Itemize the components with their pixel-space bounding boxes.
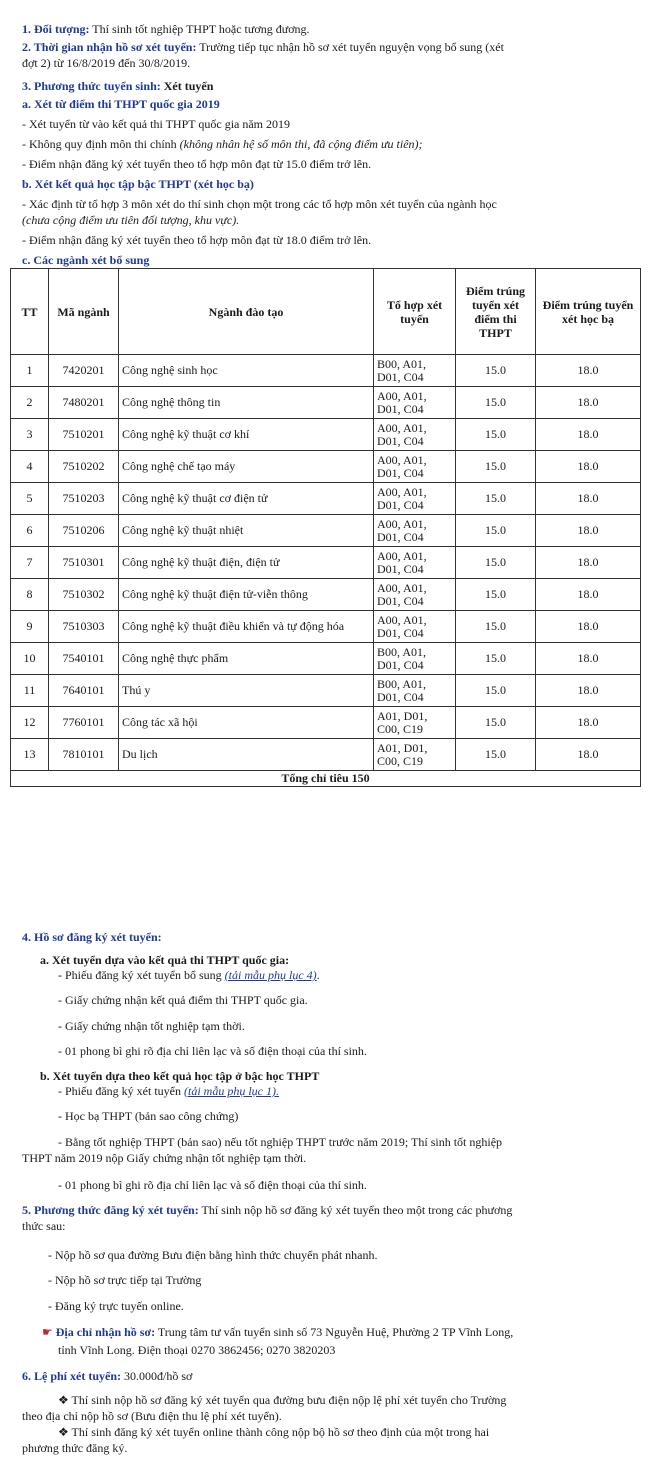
section-1-text: Thí sinh tốt nghiệp THPT hoặc tương đương. <box>89 22 310 36</box>
cell-combo <box>374 707 456 739</box>
combo-line: D01, C04 <box>377 561 424 576</box>
fee-paragraph-1 <box>58 1393 506 1408</box>
cell-combo <box>374 643 456 675</box>
cell-score-thpt: 15.0 <box>456 387 536 419</box>
majors-table <box>10 268 641 787</box>
combo-line: C00, C19 <box>377 721 424 736</box>
cell-major: Công tác xã hội <box>119 707 374 739</box>
section-5-item2: - Nộp hồ sơ trực tiếp tại Trường <box>48 1273 202 1287</box>
cell-tt: 13 <box>11 739 49 771</box>
cell-code: 7480201 <box>49 387 119 419</box>
section-4a-title: a. Xét tuyển dựa vào kết quả thi THPT quốc gia: <box>40 953 290 967</box>
section-3b-line1: - Xác định từ tổ hợp 3 môn xét do thí sinh chọn một trong các tổ hợp môn xét tuyển của ngành học <box>22 197 497 211</box>
combo-line: B00, A01, <box>377 356 427 371</box>
address-label: Địa chỉ nhận hồ sơ: <box>55 1325 156 1339</box>
combo-line: D01, C04 <box>377 369 424 384</box>
diamond-bullet-icon: ❖ <box>58 1425 69 1439</box>
appendix-1-link[interactable]: (tải mẫu phụ lục 1). <box>183 1084 279 1098</box>
section-3 <box>22 79 213 94</box>
section-5-text: Thí sinh nộp hồ sơ đăng ký xét tuyển theo một trong các phương <box>198 1203 513 1217</box>
combo-line: A01, D01, <box>377 740 428 755</box>
cell-score-hocba: 18.0 <box>536 707 641 739</box>
cell-score-hocba: 18.0 <box>536 515 641 547</box>
header-code: Mã ngành <box>49 269 119 355</box>
combo-line: A00, A01, <box>377 548 427 563</box>
section-4a-item4: - 01 phong bì ghi rõ địa chỉ liên lạc và số điện thoại của thí sinh. <box>58 1044 367 1058</box>
section-3c-title: c. Các ngành xét bổ sung <box>22 253 150 267</box>
header-tt: TT <box>11 269 49 355</box>
cell-major: Du lịch <box>119 739 374 771</box>
cell-score-hocba: 18.0 <box>536 483 641 515</box>
section-4b-item3-cont: THPT năm 2019 nộp Giấy chứng nhận tốt nghiệp tạm thời. <box>22 1151 307 1165</box>
section-3b-title: b. Xét kết quả học tập bậc THPT (xét học bạ) <box>22 177 254 191</box>
cell-major: Công nghệ kỹ thuật nhiệt <box>119 515 374 547</box>
header-combo: Tổ hợp xét tuyển <box>374 269 456 355</box>
combo-line: D01, C04 <box>377 625 424 640</box>
fee-paragraph-1-text: Thí sinh nộp hồ sơ đăng ký xét tuyển qua đường bưu điện nộp lệ phí xét tuyển cho Trường <box>68 1393 507 1407</box>
cell-score-hocba: 18.0 <box>536 547 641 579</box>
cell-combo <box>374 675 456 707</box>
cell-tt: 1 <box>11 355 49 387</box>
section-3b-line1-italic: (chưa cộng điểm ưu tiên đối tượng, khu vực). <box>22 213 240 227</box>
cell-score-hocba: 18.0 <box>536 451 641 483</box>
table-row <box>11 643 641 675</box>
cell-score-thpt: 15.0 <box>456 547 536 579</box>
combo-line: D01, C04 <box>377 465 424 480</box>
cell-combo <box>374 387 456 419</box>
combo-line: A00, A01, <box>377 516 427 531</box>
table-row <box>11 483 641 515</box>
combo-line: B00, A01, <box>377 644 427 659</box>
section-1-heading: 1. Đối tượng: <box>22 22 90 36</box>
cell-major: Công nghệ kỹ thuật điện tử-viễn thông <box>119 579 374 611</box>
section-4b-item4: - 01 phong bì ghi rõ địa chỉ liên lạc và số điện thoại của thí sinh. <box>58 1178 367 1192</box>
table-total: Tổng chỉ tiêu 150 <box>11 771 641 787</box>
section-3-value: Xét tuyển <box>160 79 214 93</box>
combo-line: B00, A01, <box>377 676 427 691</box>
cell-score-hocba: 18.0 <box>536 739 641 771</box>
cell-tt: 12 <box>11 707 49 739</box>
combo-line: A00, A01, <box>377 612 427 627</box>
section-5-heading: 5. Phương thức đăng ký xét tuyển: <box>22 1203 199 1217</box>
section-4b-title: b. Xét tuyển dựa theo kết quả học tập ở bậc học THPT <box>40 1069 320 1083</box>
cell-major: Công nghệ kỹ thuật cơ khí <box>119 419 374 451</box>
section-1 <box>22 22 310 37</box>
table-row <box>11 355 641 387</box>
cell-score-hocba: 18.0 <box>536 675 641 707</box>
cell-tt: 10 <box>11 643 49 675</box>
cell-major: Công nghệ sinh học <box>119 355 374 387</box>
address-text: Trung tâm tư vấn tuyển sinh số 73 Nguyễn Huệ, Phường 2 TP Vĩnh Long, <box>155 1325 514 1339</box>
section-3a-title: a. Xét từ điểm thi THPT quốc gia 2019 <box>22 97 220 111</box>
section-5-item1: - Nộp hồ sơ qua đường Bưu điện bằng hình thức chuyển phát nhanh. <box>48 1248 378 1262</box>
table-row <box>11 579 641 611</box>
cell-score-hocba: 18.0 <box>536 611 641 643</box>
combo-line: D01, C04 <box>377 497 424 512</box>
cell-score-thpt: 15.0 <box>456 419 536 451</box>
table-body <box>11 355 641 771</box>
header-score-thpt: Điểm trúng tuyển xét điểm thi THPT <box>456 269 536 355</box>
cell-tt: 6 <box>11 515 49 547</box>
section-3a-line3: - Điểm nhận đăng ký xét tuyển theo tổ hợp môn đạt từ 15.0 điểm trở lên. <box>22 157 372 171</box>
section-4b-item3: - Bằng tốt nghiệp THPT (bản sao) nếu tốt nghiệp THPT trước năm 2019; Thí sinh tốt nghiệp <box>58 1135 503 1149</box>
table-total-row <box>11 771 641 787</box>
cell-score-thpt: 15.0 <box>456 611 536 643</box>
cell-score-thpt: 15.0 <box>456 675 536 707</box>
cell-score-thpt: 15.0 <box>456 355 536 387</box>
fee-paragraph-2 <box>58 1425 489 1440</box>
cell-tt: 8 <box>11 579 49 611</box>
combo-line: C00, C19 <box>377 753 424 768</box>
header-score-hocba: Điểm trúng tuyển xét học bạ <box>536 269 641 355</box>
section-3a-line2-italic: (không nhân hệ số môn thi, đã cộng điểm ưu tiên); <box>179 137 423 151</box>
cell-code: 7510203 <box>49 483 119 515</box>
table-header-row <box>11 269 641 355</box>
fee-paragraph-1-cont: theo địa chỉ nộp hồ sơ (Bưu điện thu lệ phí xét tuyển). <box>22 1409 282 1423</box>
fee-paragraph-2-text: Thí sinh đăng ký xét tuyển online thành công nộp bộ hồ sơ theo định của một trong hai <box>68 1425 490 1439</box>
section-5 <box>22 1203 512 1218</box>
cell-code: 7540101 <box>49 643 119 675</box>
cell-tt: 7 <box>11 547 49 579</box>
cell-score-hocba: 18.0 <box>536 355 641 387</box>
section-6-heading: 6. Lệ phí xét tuyển: <box>22 1369 121 1383</box>
section-3-heading: 3. Phương thức tuyển sinh: <box>22 79 161 93</box>
cell-score-hocba: 18.0 <box>536 419 641 451</box>
cell-score-thpt: 15.0 <box>456 451 536 483</box>
combo-line: D01, C04 <box>377 593 424 608</box>
combo-line: D01, C04 <box>377 689 424 704</box>
pointing-hand-icon: ☛ <box>42 1325 53 1339</box>
combo-line: A00, A01, <box>377 580 427 595</box>
section-5-address <box>42 1325 513 1340</box>
fee-paragraph-2-cont: phương thức đăng ký. <box>22 1441 128 1455</box>
cell-major: Công nghệ kỹ thuật cơ điện tử <box>119 483 374 515</box>
section-3b-line2: - Điểm nhận đăng ký xét tuyển theo tổ hợp môn đạt từ 18.0 điểm trở lên. <box>22 233 372 247</box>
cell-combo <box>374 451 456 483</box>
cell-code: 7760101 <box>49 707 119 739</box>
cell-major: Công nghệ chế tạo máy <box>119 451 374 483</box>
section-4b-item1 <box>58 1084 279 1099</box>
cell-code: 7640101 <box>49 675 119 707</box>
combo-line: A00, A01, <box>377 452 427 467</box>
table-row <box>11 451 641 483</box>
section-5-text-cont: thức sau: <box>22 1219 66 1233</box>
cell-tt: 11 <box>11 675 49 707</box>
cell-major: Công nghệ thực phẩm <box>119 643 374 675</box>
section-2-text: Trường tiếp tục nhận hồ sơ xét tuyển nguyện vọng bổ sung (xét <box>196 40 504 54</box>
cell-score-thpt: 15.0 <box>456 483 536 515</box>
cell-combo <box>374 579 456 611</box>
cell-combo <box>374 611 456 643</box>
cell-code: 7510202 <box>49 451 119 483</box>
section-4b-item2: - Học bạ THPT (bản sao công chứng) <box>58 1109 239 1123</box>
cell-tt: 4 <box>11 451 49 483</box>
section-4a-item1-suffix: . <box>316 968 320 982</box>
cell-code: 7810101 <box>49 739 119 771</box>
cell-major: Công nghệ kỹ thuật điện, điện tử <box>119 547 374 579</box>
cell-score-thpt: 15.0 <box>456 739 536 771</box>
address-text-cont: tỉnh Vĩnh Long. Điện thoại 0270 3862456; 0270 3820203 <box>58 1343 336 1357</box>
section-4-heading: 4. Hồ sơ đăng ký xét tuyển: <box>22 930 162 944</box>
cell-score-thpt: 15.0 <box>456 643 536 675</box>
cell-combo <box>374 483 456 515</box>
section-4a-item1 <box>58 968 320 983</box>
combo-line: A00, A01, <box>377 484 427 499</box>
section-3a-line2 <box>22 137 423 152</box>
cell-major: Công nghệ thông tin <box>119 387 374 419</box>
cell-combo <box>374 355 456 387</box>
section-2-text-cont: đợt 2) từ 16/8/2019 đến 30/8/2019. <box>22 56 191 70</box>
combo-line: D01, C04 <box>377 433 424 448</box>
table-row <box>11 419 641 451</box>
cell-score-thpt: 15.0 <box>456 707 536 739</box>
section-4a-item2: - Giấy chứng nhận kết quả điểm thi THPT quốc gia. <box>58 993 308 1007</box>
cell-code: 7510302 <box>49 579 119 611</box>
section-4b-item1-prefix: - Phiếu đăng ký xét tuyển <box>58 1084 184 1098</box>
table-row <box>11 515 641 547</box>
table-row <box>11 707 641 739</box>
section-4a-item3: - Giấy chứng nhận tốt nghiệp tạm thời. <box>58 1019 245 1033</box>
combo-line: A01, D01, <box>377 708 428 723</box>
section-6-text: 30.000đ/hồ sơ <box>121 1369 193 1383</box>
cell-score-thpt: 15.0 <box>456 579 536 611</box>
combo-line: A00, A01, <box>377 388 427 403</box>
table-row <box>11 739 641 771</box>
table-row <box>11 387 641 419</box>
cell-tt: 5 <box>11 483 49 515</box>
section-6 <box>22 1369 192 1384</box>
cell-major: Thú y <box>119 675 374 707</box>
cell-tt: 9 <box>11 611 49 643</box>
table-row <box>11 675 641 707</box>
combo-line: D01, C04 <box>377 529 424 544</box>
cell-code: 7510206 <box>49 515 119 547</box>
cell-code: 7510303 <box>49 611 119 643</box>
cell-score-hocba: 18.0 <box>536 643 641 675</box>
section-3a-line2-prefix: - Không quy định môn thi chính <box>22 137 180 151</box>
cell-score-hocba: 18.0 <box>536 387 641 419</box>
cell-code: 7510301 <box>49 547 119 579</box>
combo-line: D01, C04 <box>377 401 424 416</box>
combo-line: A00, A01, <box>377 420 427 435</box>
cell-tt: 3 <box>11 419 49 451</box>
cell-code: 7420201 <box>49 355 119 387</box>
section-2-heading: 2. Thời gian nhận hồ sơ xét tuyển: <box>22 40 197 54</box>
table-row <box>11 547 641 579</box>
cell-combo <box>374 547 456 579</box>
table-row <box>11 611 641 643</box>
cell-score-hocba: 18.0 <box>536 579 641 611</box>
cell-major: Công nghệ kỹ thuật điều khiển và tự động hóa <box>119 611 374 643</box>
section-4a-item1-prefix: - Phiếu đăng ký xét tuyển bổ sung <box>58 968 225 982</box>
cell-combo <box>374 739 456 771</box>
cell-combo <box>374 419 456 451</box>
section-5-item3: - Đăng ký trực tuyến online. <box>48 1299 184 1313</box>
cell-tt: 2 <box>11 387 49 419</box>
cell-score-thpt: 15.0 <box>456 515 536 547</box>
header-major: Ngành đào tạo <box>119 269 374 355</box>
appendix-4-link[interactable]: (tải mẫu phụ lục 4) <box>224 968 317 982</box>
section-2 <box>22 40 504 55</box>
cell-code: 7510201 <box>49 419 119 451</box>
section-3a-line1: - Xét tuyển từ vào kết quả thi THPT quốc gia năm 2019 <box>22 117 291 131</box>
diamond-bullet-icon: ❖ <box>58 1393 69 1407</box>
combo-line: D01, C04 <box>377 657 424 672</box>
cell-combo <box>374 515 456 547</box>
